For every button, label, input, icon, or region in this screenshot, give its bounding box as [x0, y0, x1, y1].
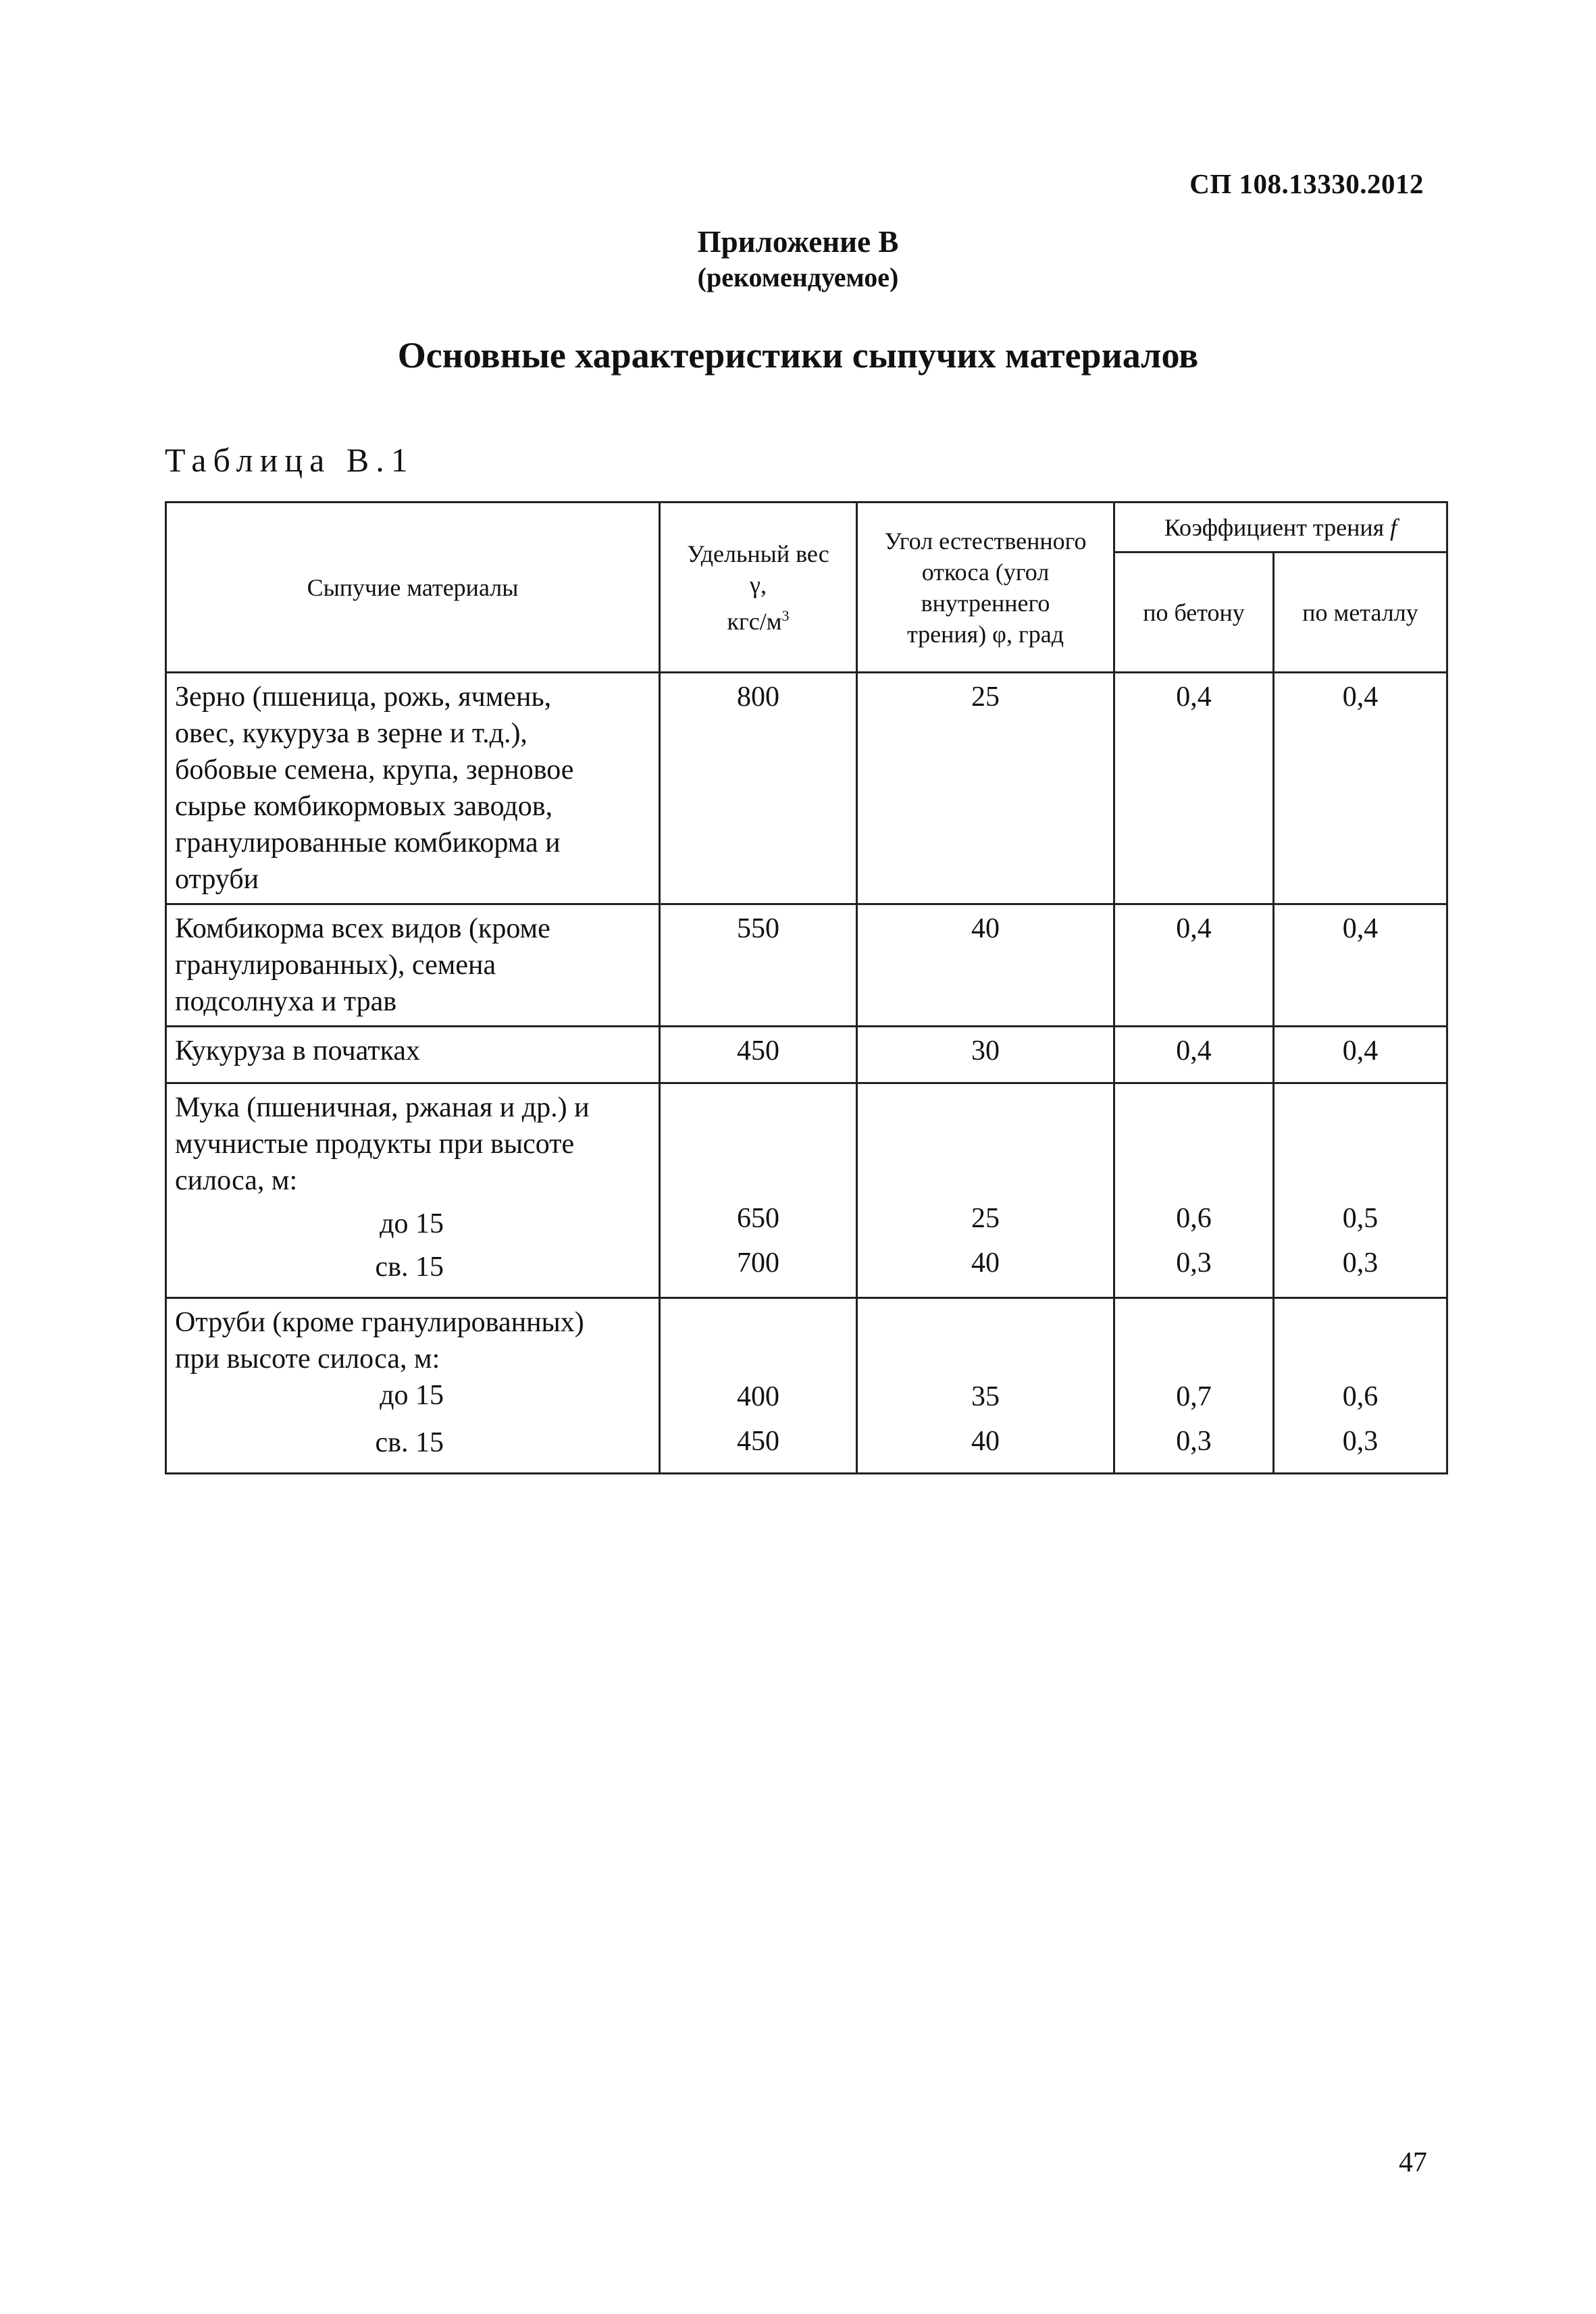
height-range-label: до 15 — [380, 1208, 444, 1239]
specific-weight-cell: 550 — [660, 904, 857, 1027]
height-range-label: св. 15 — [375, 1427, 444, 1458]
header-concrete: по бетону — [1114, 552, 1274, 673]
angle-cell: 35 40 — [857, 1298, 1114, 1474]
friction-metal-cell: 0,6 0,3 — [1274, 1298, 1447, 1474]
material-name: Отруби (кроме гранулированных) при высоте силоса, м: до 15 св. 15 — [166, 1298, 660, 1474]
material-name: Комбикорма всех видов (кроме гранулированных), семена подсолнуха и трав — [166, 904, 660, 1027]
table-row — [166, 1083, 1447, 1298]
friction-concrete-cell: 0,4 — [1114, 904, 1274, 1027]
page-number: 47 — [1399, 2147, 1427, 2178]
specific-weight-cell: 400 450 — [660, 1298, 857, 1474]
material-name: Кукуруза в початках — [166, 1027, 660, 1083]
height-range-label: св. 15 — [375, 1252, 444, 1283]
specific-weight-cell: 650 700 — [660, 1083, 857, 1298]
table-row — [166, 904, 1447, 1027]
page-title: Основные характеристики сыпучих материалов — [397, 335, 1199, 376]
friction-concrete-cell: 0,6 0,3 — [1114, 1083, 1274, 1298]
header-angle: Угол естественного откоса (угол внутреннего трения) φ, град — [857, 503, 1114, 673]
friction-metal-cell: 0,4 — [1274, 904, 1447, 1027]
friction-metal-cell: 0,4 — [1274, 1027, 1447, 1083]
friction-concrete-cell: 0,7 0,3 — [1114, 1298, 1274, 1474]
friction-concrete-cell: 0,4 — [1114, 1027, 1274, 1083]
friction-metal-cell: 0,5 0,3 — [1274, 1083, 1447, 1298]
material-name: Зерно (пшеница, рожь, ячмень, овес, кукуруза в зерне и т.д.), бобовые семена, крупа, зерновое сырье комбикормовых заводов, гранулированные комбикорма и отруби — [166, 673, 660, 904]
angle-cell: 25 40 — [857, 1083, 1114, 1298]
angle-cell: 30 — [857, 1027, 1114, 1083]
friction-metal-cell: 0,4 — [1274, 673, 1447, 904]
angle-cell: 25 — [857, 673, 1114, 904]
material-name: Мука (пшеничная, ржаная и др.) и мучнистые продукты при высоте силоса, м: до 15 св. 15 — [166, 1083, 660, 1298]
appendix-heading — [0, 223, 1596, 294]
specific-weight-cell: 800 — [660, 673, 857, 904]
header-specific-weight: Удельный вес γ, кгс/$м^3$ — [660, 503, 857, 673]
document-code: СП 108.13330.2012 — [1189, 168, 1424, 199]
height-range-label: до 15 — [380, 1380, 444, 1411]
table-label: Таблица В.1 — [165, 441, 415, 479]
materials-table — [165, 501, 1448, 1474]
angle-cell: 40 — [857, 904, 1114, 1027]
appendix-title: Приложение В — [697, 225, 899, 259]
friction-concrete-cell: 0,4 — [1114, 673, 1274, 904]
header-friction: Коэффициент трения f — [1114, 503, 1447, 552]
header-material: Сыпучие материалы — [166, 503, 660, 673]
table-row — [166, 1298, 1447, 1474]
table-row — [166, 673, 1447, 904]
header-metal: по металлу — [1274, 552, 1447, 673]
appendix-subtitle: (рекомендуемое) — [697, 262, 899, 292]
specific-weight-cell: 450 — [660, 1027, 857, 1083]
table-row — [166, 1027, 1447, 1083]
